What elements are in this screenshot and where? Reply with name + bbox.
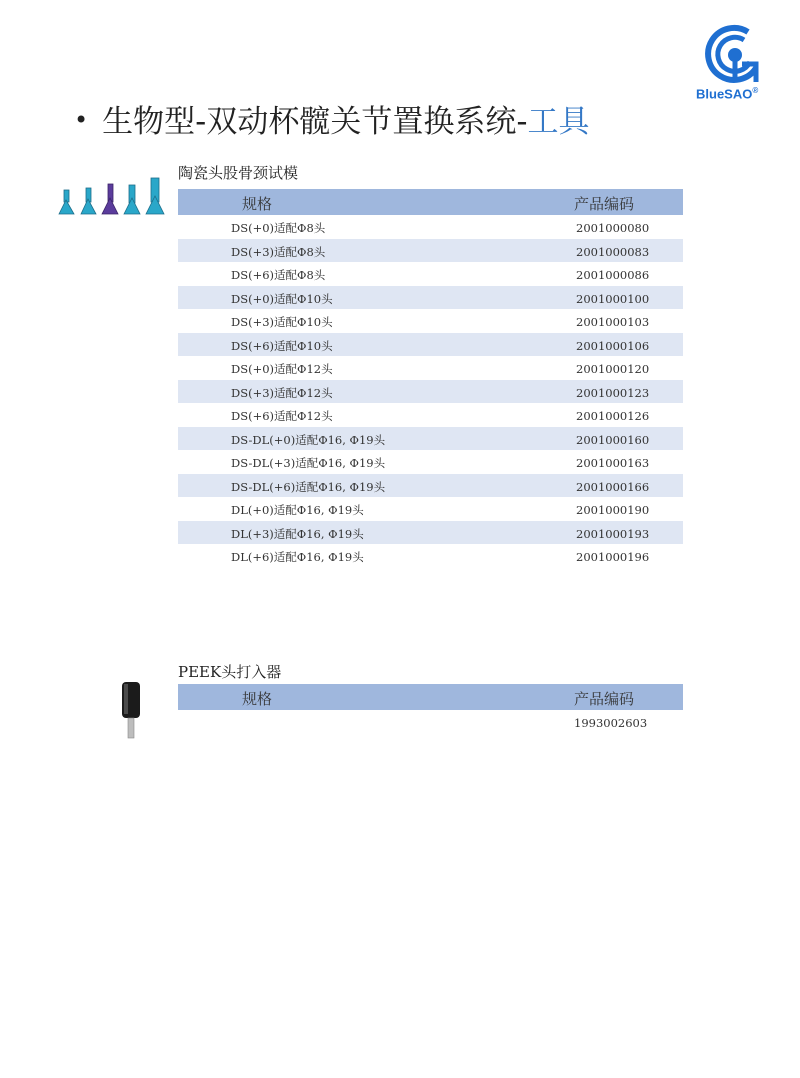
table-row [178, 427, 683, 451]
table-header [178, 684, 683, 710]
row-code: 2001000120 [576, 362, 650, 376]
header-spec: 规格 [242, 195, 273, 213]
row-code: 2001000103 [576, 315, 650, 329]
table-row [178, 309, 683, 333]
row-code: 2001000163 [576, 456, 650, 470]
section-title-peek-head-impactor: PEEK头打入器 [178, 663, 282, 681]
table-row [178, 356, 683, 380]
table-header [178, 189, 683, 215]
row-spec: DS(+3)适配Φ12头 [231, 385, 333, 400]
row-code: 2001000126 [576, 409, 650, 423]
table-row [178, 380, 683, 404]
header-spec: 规格 [242, 690, 273, 708]
row-spec: DL(+0)适配Φ16, Φ19头 [231, 503, 364, 517]
trial-4 [124, 185, 140, 214]
row-code: 2001000196 [576, 550, 650, 564]
row-code: 1993002603 [574, 716, 648, 730]
table-row [178, 497, 683, 521]
trial-3 [102, 184, 118, 214]
table-row [178, 403, 683, 427]
table-row [178, 239, 683, 263]
row-spec: DS(+6)适配Φ10头 [231, 338, 333, 353]
row-spec: DS(+0)适配Φ12头 [231, 362, 333, 376]
header-code: 产品编码 [574, 195, 635, 213]
trial-2 [81, 188, 96, 214]
row-code: 2001000123 [576, 385, 650, 400]
bluesao-logo-icon [704, 24, 766, 88]
row-spec: DL(+3)适配Φ16, Φ19头 [231, 526, 364, 541]
row-spec: DS(+6)适配Φ12头 [231, 409, 333, 423]
trial-neck-illustration [56, 176, 168, 222]
row-spec: DS-DL(+0)适配Φ16, Φ19头 [231, 432, 386, 447]
logo-text: BlueSAO® [696, 86, 759, 102]
section-title-ceramic-head-trial: 陶瓷头股骨颈试模 [178, 164, 299, 182]
trial-neck-icon [56, 176, 168, 218]
peek-impactor-table [178, 684, 683, 734]
row-code: 2001000193 [576, 526, 650, 541]
row-code: 2001000190 [576, 503, 650, 517]
row-code: 2001000080 [576, 221, 650, 235]
row-spec: DS-DL(+6)适配Φ16, Φ19头 [231, 479, 386, 494]
bluesao-logo [690, 24, 780, 108]
header-code: 产品编码 [574, 690, 635, 708]
trial-1 [59, 190, 74, 214]
row-code: 2001000160 [576, 432, 650, 447]
row-spec: DS(+0)适配Φ8头 [231, 221, 326, 235]
ceramic-head-trial-table [178, 189, 683, 568]
row-code: 2001000086 [576, 268, 650, 282]
row-spec: DS(+3)适配Φ8头 [231, 244, 326, 259]
row-spec: DS(+3)适配Φ10头 [231, 315, 333, 329]
row-code: 2001000106 [576, 338, 650, 353]
peek-impactor-illustration [118, 680, 148, 746]
row-spec: DL(+6)适配Φ16, Φ19头 [231, 550, 364, 564]
row-code: 2001000100 [576, 291, 650, 306]
trial-5 [146, 178, 164, 214]
table-row [178, 710, 683, 734]
table-row [178, 450, 683, 474]
table-row [178, 215, 683, 239]
row-code: 2001000083 [576, 244, 650, 259]
title-bullet: • [74, 106, 89, 134]
impactor-icon [118, 680, 148, 742]
title-accent: 工具 [527, 104, 590, 140]
table-row [178, 474, 683, 498]
row-spec: DS(+0)适配Φ10头 [231, 291, 333, 306]
table-row [178, 544, 683, 568]
row-spec: DS(+6)适配Φ8头 [231, 268, 326, 282]
page-title [74, 96, 590, 141]
row-code: 2001000166 [576, 479, 650, 494]
title-main: 生物型-双动杯髋关节置换系统- [102, 104, 528, 140]
row-spec: DS-DL(+3)适配Φ16, Φ19头 [231, 456, 386, 470]
table-row [178, 262, 683, 286]
table-row [178, 333, 683, 357]
table-row [178, 521, 683, 545]
table-row [178, 286, 683, 310]
